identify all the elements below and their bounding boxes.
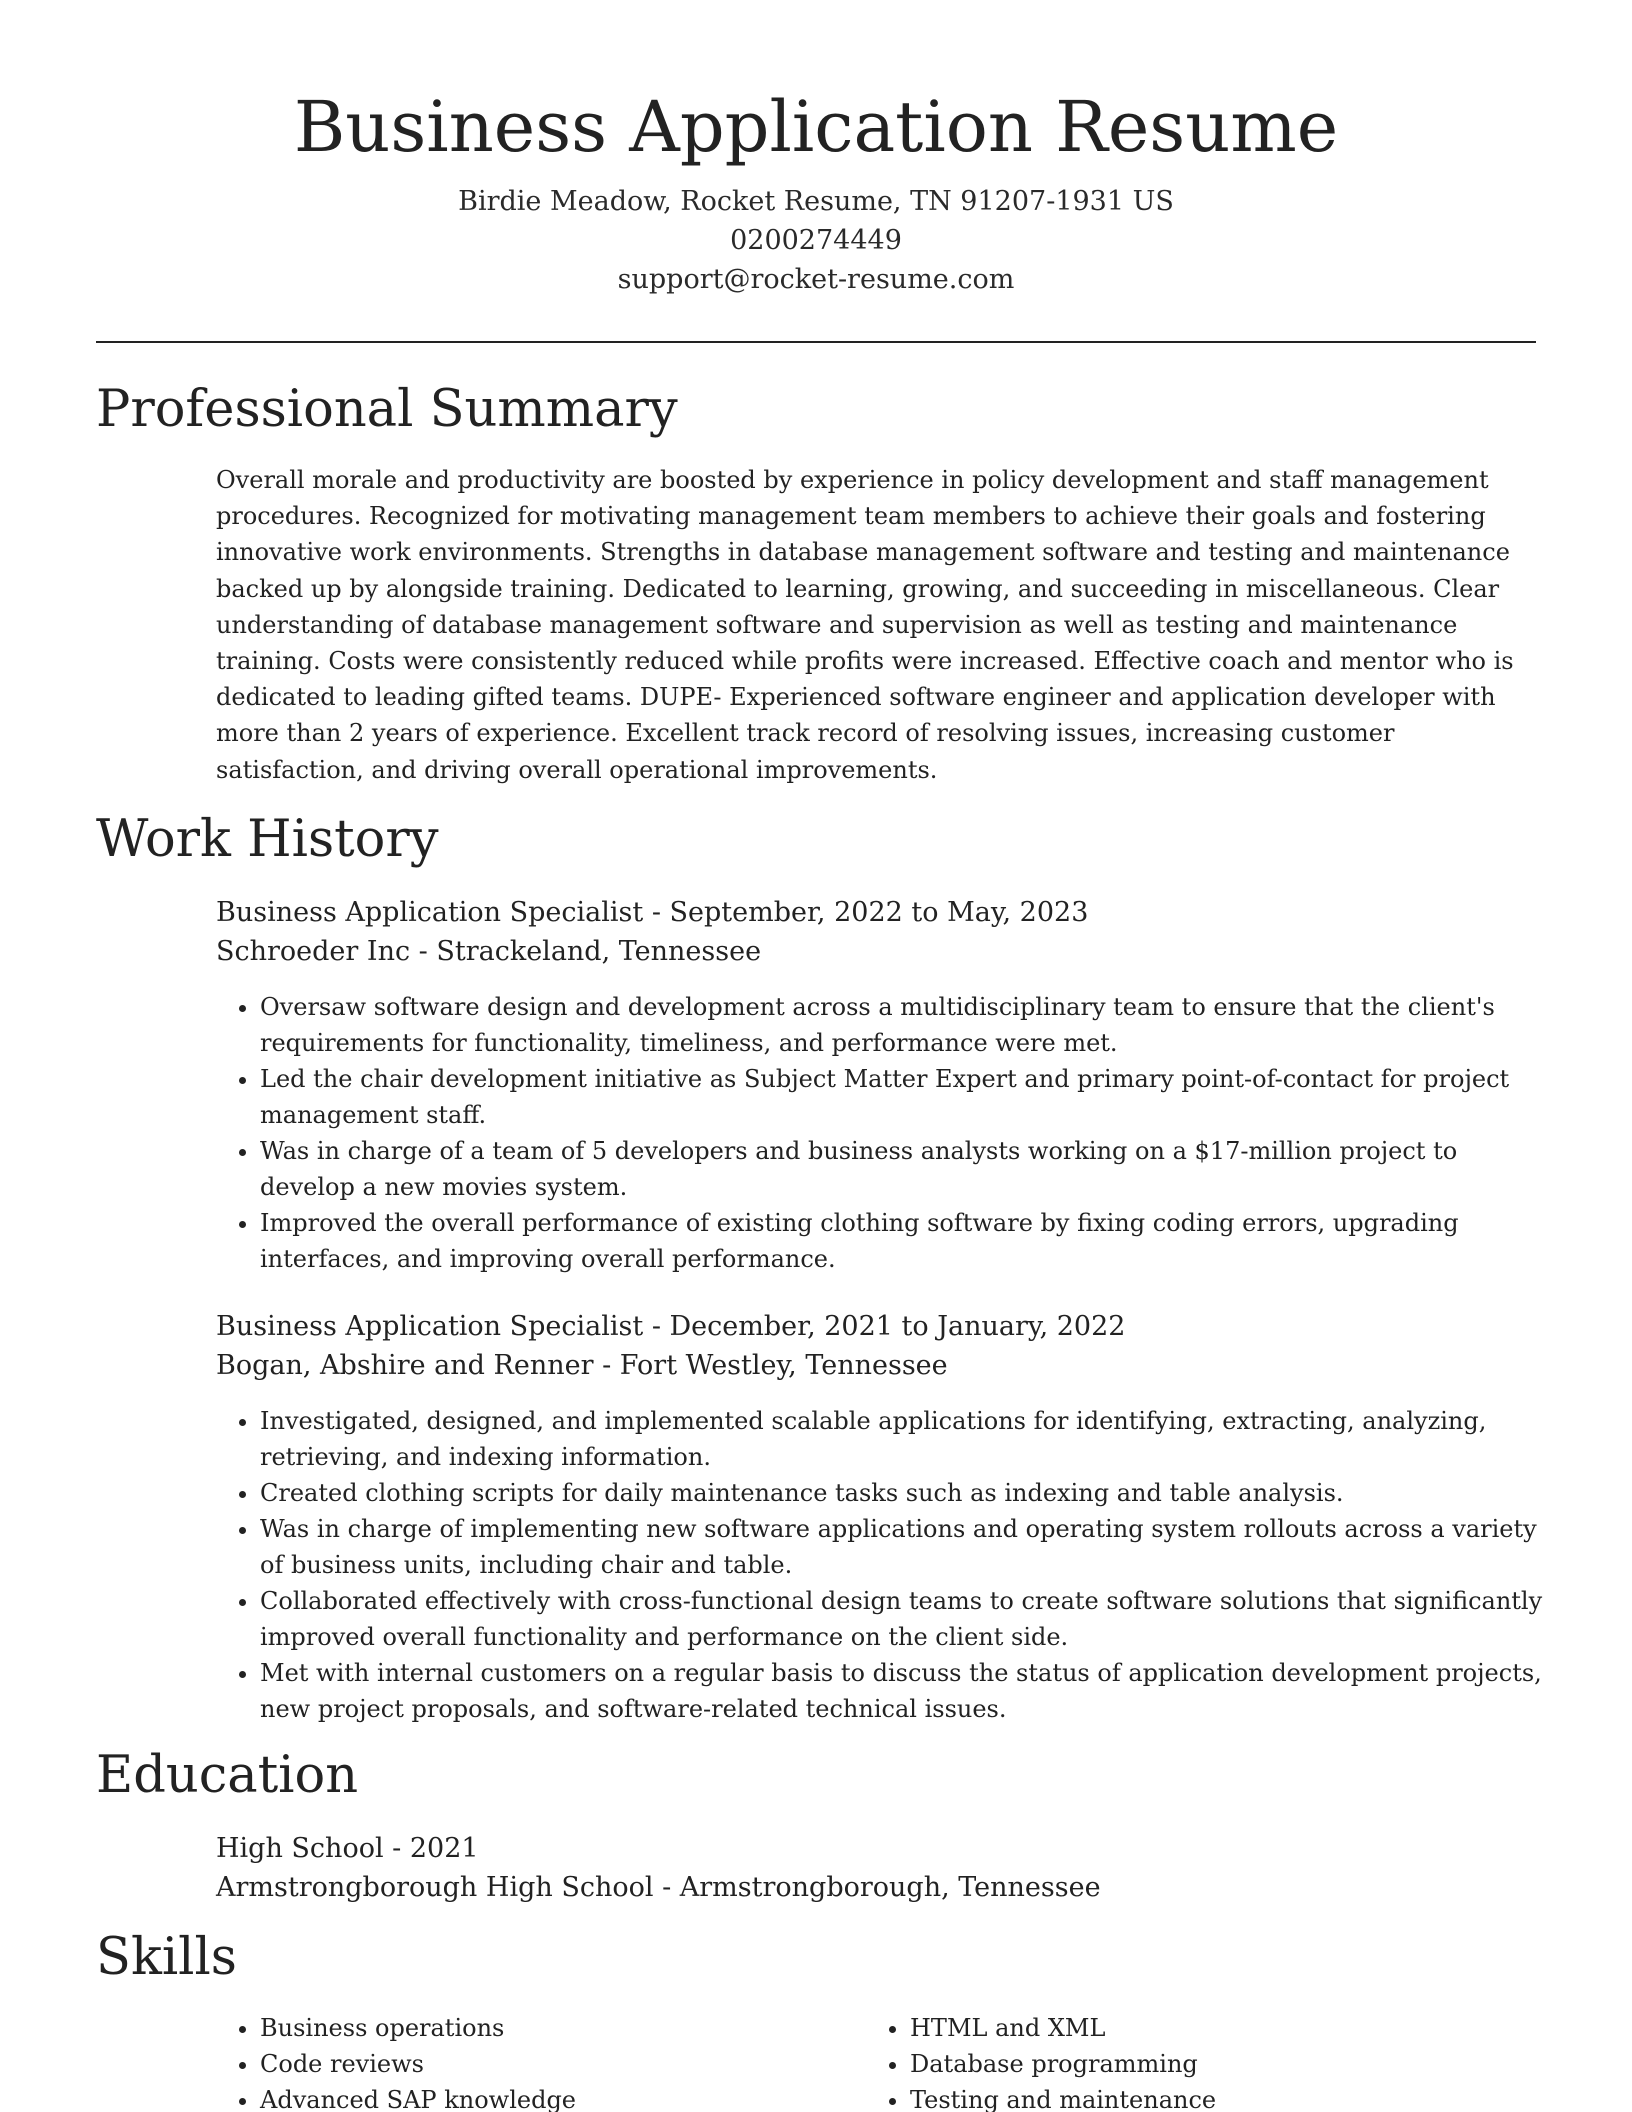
- job-role: Business Application Specialist: [216, 897, 644, 928]
- resume-title: Business Application Resume: [293, 86, 1339, 168]
- skill-item: • Database programming: [910, 2046, 1486, 2082]
- job-dates: - December, 2021 to January, 2022: [643, 1311, 1126, 1342]
- job-entry: [216, 1307, 1544, 1727]
- education-school-line: [216, 1868, 1544, 1907]
- education-degree-line: [216, 1829, 1544, 1868]
- skill-item: • HTML and XML: [910, 2010, 1486, 2046]
- education-location: - Armstrongborough, Tennessee: [653, 1872, 1101, 1903]
- job-bullet: • Improved the overall performance of existing clothing software by fixing coding errors, upgrading interfaces, and improving overall performance.: [260, 1205, 1544, 1277]
- skills-column-right: [866, 2010, 1486, 2112]
- education-entry: [216, 1829, 1544, 1907]
- job-bullet: • Collaborated effectively with cross-functional design teams to create software solutions that significantly improved overall functionality and performance on the client side.: [260, 1583, 1544, 1655]
- job-bullets: [216, 1403, 1544, 1727]
- skill-item: • Business operations: [260, 2010, 836, 2046]
- education-year: - 2021: [383, 1833, 479, 1864]
- job-bullet: • Oversaw software design and development across a multidisciplinary team to ensure that the client's requirements for functionality, timeliness, and performance were met.: [260, 989, 1544, 1061]
- skills-heading: Skills: [96, 1928, 237, 1987]
- job-location: - Strackeland, Tennessee: [410, 936, 762, 967]
- education-school: Armstrongborough High School: [216, 1872, 654, 1903]
- summary-heading: Professional Summary: [96, 380, 678, 439]
- contact-address: Birdie Meadow, Rocket Resume, TN 91207-1931 US: [458, 186, 1174, 217]
- skill-item: • Testing and maintenance: [910, 2082, 1486, 2112]
- job-company-line: [216, 1346, 1544, 1385]
- job-bullet: • Was in charge of implementing new software applications and operating system rollouts across a variety of business units, including chair and table.: [260, 1511, 1544, 1583]
- work-history-heading: Work History: [96, 810, 439, 869]
- job-bullet: • Met with internal customers on a regular basis to discuss the status of application development projects, new project proposals, and software-related technical issues.: [260, 1655, 1544, 1727]
- job-bullets: [216, 989, 1544, 1277]
- job-bullet: • Investigated, designed, and implemented scalable applications for identifying, extracting, analyzing, retrieving, and indexing information.: [260, 1403, 1544, 1475]
- job-title-line: [216, 1307, 1544, 1346]
- education-heading: Education: [96, 1746, 359, 1805]
- job-bullet: • Led the chair development initiative as Subject Matter Expert and primary point-of-contact for project management staff.: [260, 1061, 1544, 1133]
- skill-item: • Advanced SAP knowledge: [260, 2082, 836, 2112]
- contact-email[interactable]: support@rocket-resume.com: [617, 264, 1015, 295]
- job-dates: - September, 2022 to May, 2023: [643, 897, 1089, 928]
- header-divider: [96, 341, 1536, 343]
- contact-phone: 0200274449: [730, 225, 902, 256]
- job-bullet: • Was in charge of a team of 5 developers and business analysts working on a $17-million project to develop a new movies system.: [260, 1133, 1544, 1205]
- job-company: Schroeder Inc: [216, 936, 411, 967]
- education-degree: High School: [216, 1833, 384, 1864]
- job-bullet: • Created clothing scripts for daily maintenance tasks such as indexing and table analysis.: [260, 1475, 1544, 1511]
- resume-header: [0, 0, 1632, 299]
- skills-list: [866, 2010, 1486, 2112]
- skill-item: • Code reviews: [260, 2046, 836, 2082]
- job-company: Bogan, Abshire and Renner: [216, 1350, 594, 1381]
- job-company-line: [216, 932, 1544, 971]
- skills-list: [216, 2010, 836, 2112]
- job-title-line: [216, 893, 1544, 932]
- summary-text: Overall morale and productivity are boosted by experience in policy development and staff management procedures. Recognized for motivating management team members to achieve their goals and fostering innovative work environments. Strengths in database management software and testing and maintenance backed up by alongside training. Dedicated to learning, growing, and succeeding in miscellaneous. Clear understanding of database management software and supervision as well as testing and maintenance training. Costs were consistently reduced while profits were increased. Effective coach and mentor who is dedicated to leading gifted teams. DUPE- Experienced software engineer and application developer with more than 2 years of experience. Excellent track record of resolving issues, increasing customer satisfaction, and driving overall operational improvements.: [216, 466, 1514, 784]
- job-entry: [216, 893, 1544, 1277]
- skills-column-left: [216, 2010, 836, 2112]
- job-location: - Fort Westley, Tennessee: [593, 1350, 948, 1381]
- job-role: Business Application Specialist: [216, 1311, 644, 1342]
